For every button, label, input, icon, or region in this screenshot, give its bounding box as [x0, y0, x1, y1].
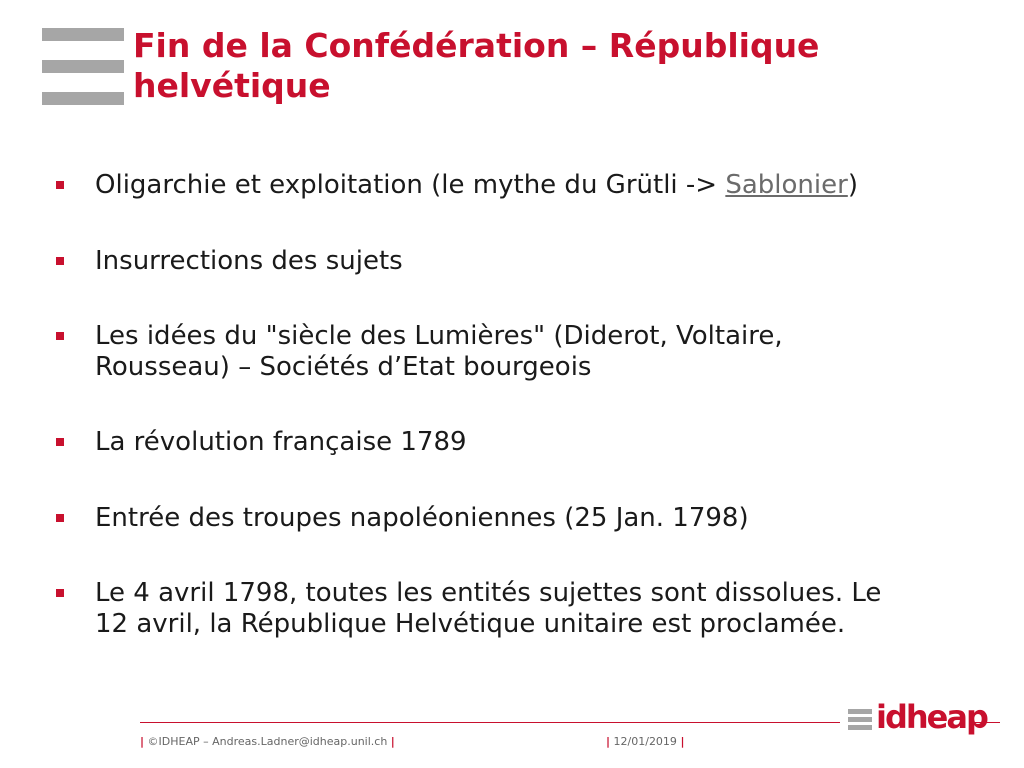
- footer-copyright: [140, 735, 395, 748]
- logo-bar: [848, 717, 872, 722]
- bullet-text: ): [847, 170, 858, 200]
- footer-divider: [140, 722, 840, 723]
- footer-date-text: 12/01/2019: [613, 735, 677, 748]
- footer-pipe: |: [140, 735, 145, 748]
- bullet-text: La révolution française 1789: [95, 427, 467, 457]
- bullet-item: [56, 578, 986, 640]
- logo-bar: [42, 92, 124, 105]
- slide-title: [133, 26, 993, 106]
- bullet-text: Insurrections des sujets: [95, 246, 403, 276]
- bullet-marker-icon: [56, 181, 64, 189]
- footer-pipe: |: [606, 735, 611, 748]
- sablonier-link[interactable]: Sablonier: [725, 170, 848, 200]
- slide-title-line1: Fin de la Confédération – République: [133, 26, 820, 65]
- bullet-text: Oligarchie et exploitation (le mythe du Grütli ->: [95, 170, 726, 200]
- footer-pipe: |: [390, 735, 395, 748]
- bullet-marker-icon: [56, 514, 64, 522]
- bullet-text: 12 avril, la République Helvétique unitaire est proclamée.: [95, 609, 846, 639]
- header-logo-bars: [42, 28, 124, 108]
- idheap-logo: [848, 698, 987, 746]
- logo-bar: [848, 725, 872, 730]
- bullet-marker-icon: [56, 257, 64, 265]
- bullet-text: Les idées du "siècle des Lumières" (Diderot, Voltaire,: [95, 321, 783, 351]
- footer-date: [606, 735, 684, 748]
- footer-pipe: |: [680, 735, 685, 748]
- logo-bar: [42, 28, 124, 41]
- bullet-marker-icon: [56, 332, 64, 340]
- bullet-text: Le 4 avril 1798, toutes les entités sujettes sont dissolues. Le: [95, 578, 882, 608]
- slide-title-line2: helvétique: [133, 66, 331, 105]
- footer-copyright-text: ©IDHEAP – Andreas.Ladner@idheap.unil.ch: [147, 735, 388, 748]
- bullet-item: [56, 503, 986, 534]
- bullet-item: [56, 170, 986, 201]
- bullet-item: [56, 427, 986, 458]
- logo-bar: [848, 709, 872, 714]
- bullet-item: [56, 246, 986, 277]
- bullet-list: [56, 170, 986, 640]
- bullet-marker-icon: [56, 589, 64, 597]
- logo-bar: [42, 60, 124, 73]
- bullet-item: [56, 321, 986, 383]
- idheap-wordmark: idheap: [876, 698, 987, 736]
- bullet-marker-icon: [56, 438, 64, 446]
- bullet-text: Rousseau) – Sociétés d’Etat bourgeois: [95, 352, 592, 382]
- bullet-text: Entrée des troupes napoléoniennes (25 Jan. 1798): [95, 503, 749, 533]
